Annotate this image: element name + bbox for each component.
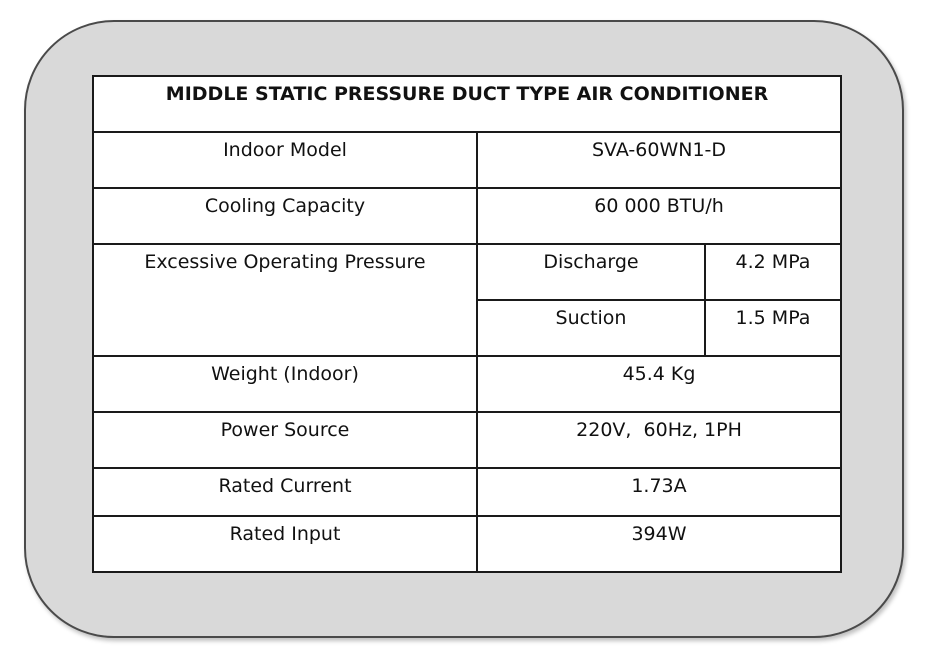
table-row <box>93 188 841 244</box>
rated-current-label: Rated Current <box>93 468 477 516</box>
discharge-label: Discharge <box>477 244 705 300</box>
table-title <box>93 76 841 132</box>
indoor-model-value: SVA-60WN1-D <box>477 132 841 188</box>
suction-value: 1.5 MPa <box>705 300 841 356</box>
rated-current-value: 1.73A <box>477 468 841 516</box>
spec-table <box>92 75 842 573</box>
table-row <box>93 516 841 572</box>
table-row <box>93 244 841 300</box>
title-row <box>93 76 841 132</box>
table-row <box>93 412 841 468</box>
table-row <box>93 132 841 188</box>
rated-input-value: 394W <box>477 516 841 572</box>
table-row <box>93 468 841 516</box>
rated-input-label: Rated Input <box>93 516 477 572</box>
weight-value: 45.4 Kg <box>477 356 841 412</box>
power-source-value: 220V, 60Hz, 1PH <box>477 412 841 468</box>
weight-label: Weight (Indoor) <box>93 356 477 412</box>
indoor-model-label: Indoor Model <box>93 132 477 188</box>
suction-label: Suction <box>477 300 705 356</box>
table-row <box>93 356 841 412</box>
cooling-capacity-value: 60 000 BTU/h <box>477 188 841 244</box>
power-source-label: Power Source <box>93 412 477 468</box>
table-title-text: MIDDLE STATIC PRESSURE DUCT TYPE AIR CONDITIONER <box>165 83 769 105</box>
discharge-value: 4.2 MPa <box>705 244 841 300</box>
cooling-capacity-label: Cooling Capacity <box>93 188 477 244</box>
pressure-label: Excessive Operating Pressure <box>93 244 477 356</box>
